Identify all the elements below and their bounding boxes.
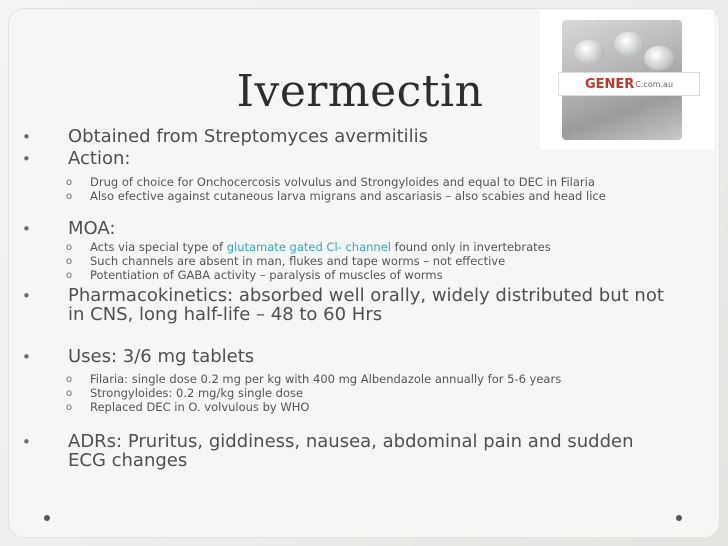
bullet-glyph: • xyxy=(22,287,31,305)
sub-bullet-glyph: o xyxy=(66,256,73,267)
sub-bullet-glyph: o xyxy=(66,270,73,281)
sub-bullet-glyph: o xyxy=(66,374,73,385)
bullet-glyph: • xyxy=(22,433,31,451)
bullet-text: MOA: xyxy=(68,218,116,239)
corner-dot-right xyxy=(676,515,682,521)
bullet-text: Obtained from Streptomyces avermitilis xyxy=(68,126,429,147)
bullet-text: ADRs: Pruritus, giddiness, nausea, abdominal pain and sudden xyxy=(68,431,634,452)
bullet-text: Uses: 3/6 mg tablets xyxy=(68,346,255,367)
logo-suffix: C.com.au xyxy=(635,79,674,89)
sub-bullet-glyph: o xyxy=(66,388,73,399)
pill-icon xyxy=(614,32,644,56)
text-plain: Acts via special type of xyxy=(90,240,227,254)
slide-title: Ivermectin xyxy=(236,66,484,117)
sub-bullet-glyph: o xyxy=(66,191,73,202)
sub-bullet-text: Drug of choice for Onchocercosis volvulus and Strongyloides and equal to DEC in Filaria xyxy=(90,175,595,189)
brand-logo xyxy=(558,72,700,96)
bullet-glyph: • xyxy=(22,128,31,146)
bullet-glyph: • xyxy=(22,348,31,366)
pill-icon xyxy=(574,40,604,64)
corner-dot-left xyxy=(44,515,50,521)
sub-bullet-text: Such channels are absent in man, flukes and tape worms – not effective xyxy=(90,254,506,268)
bullet-text: Pharmacokinetics: absorbed well orally, widely distributed but not xyxy=(68,285,664,306)
bullet-glyph: • xyxy=(22,150,31,168)
sub-bullet-glyph: o xyxy=(66,242,73,253)
bullet-text: Action: xyxy=(68,148,131,169)
logo-text: GENER xyxy=(584,76,635,92)
product-image xyxy=(540,10,714,150)
sub-bullet-glyph: o xyxy=(66,177,73,188)
pill-icon xyxy=(644,46,674,70)
sub-bullet-text: Potentiation of GABA activity – paralysis of muscles of worms xyxy=(90,268,443,282)
text-plain: found only in invertebrates xyxy=(390,240,551,254)
bullet-text: in CNS, long half-life – 48 to 60 Hrs xyxy=(68,304,383,325)
sub-bullet-text: Filaria: single dose 0.2 mg per kg with 400 mg Albendazole annually for 5-6 years xyxy=(90,372,562,386)
bullet-text: ECG changes xyxy=(68,450,188,471)
sub-bullet-glyph: o xyxy=(66,402,73,413)
bullet-glyph: • xyxy=(22,220,31,238)
highlighted-term: glutamate gated Cl- channel xyxy=(226,240,391,254)
sub-bullet-text xyxy=(90,241,551,254)
sub-bullet-text: Replaced DEC in O. volvulous by WHO xyxy=(90,400,310,414)
sub-bullet-text: Strongyloides: 0.2 mg/kg single dose xyxy=(90,386,304,400)
sub-bullet-text: Also efective against cutaneous larva migrans and ascariasis – also scabies and head lice xyxy=(90,189,606,203)
